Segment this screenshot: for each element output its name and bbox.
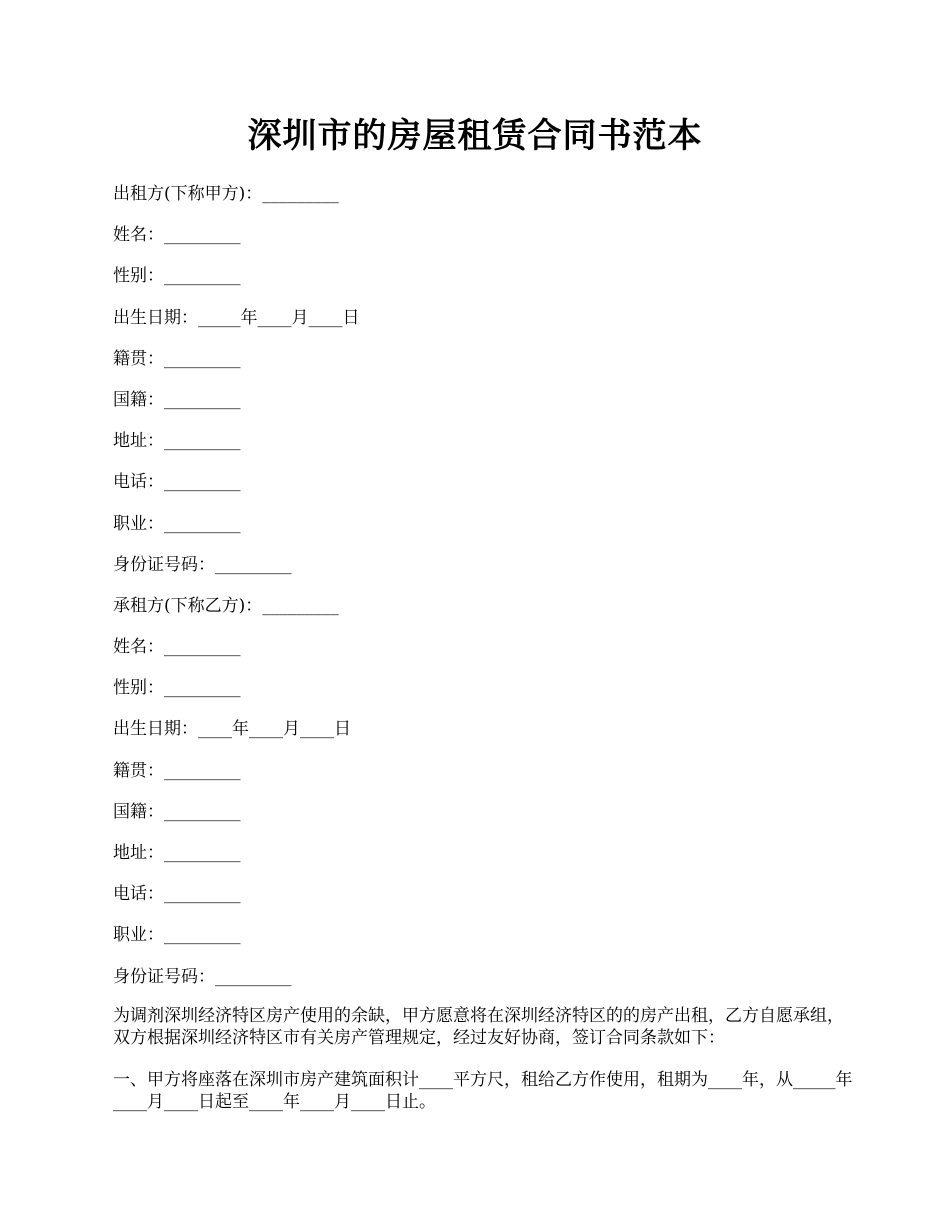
lessor-native-place-line: 籍贯：_________: [113, 348, 241, 369]
lessee-gender-line: 性别：_________: [113, 678, 241, 699]
lessor-name-line: 姓名：_________: [113, 225, 241, 246]
lessor-id-number-line: 身份证号码：_________: [113, 554, 292, 575]
party-info-fields: [113, 180, 853, 1004]
lessee-name-line: 姓名：_________: [113, 637, 241, 658]
lessor-address-line: 地址：_________: [113, 431, 241, 452]
lessor-nationality-line: 国籍：_________: [113, 389, 241, 410]
lessee-party-line: 承租方(下称乙方)：_________: [113, 595, 339, 616]
lessor-gender-line: 性别：_________: [113, 266, 241, 287]
contract-clause-1-paragraph: 一、甲方将座落在深圳市房产建筑面积计____平方尺，租给乙方作使用，租期为____年，从_____年____月____日起至____年____月____日止。: [113, 1070, 853, 1112]
lessor-party-line: 出租方(下称甲方)：_________: [113, 184, 339, 204]
lessor-phone-line: 电话：_________: [113, 472, 241, 493]
lessee-birthdate-line: 出生日期：____年____月____日: [113, 719, 351, 740]
lessee-phone-line: 电话：_________: [113, 884, 241, 905]
lessor-birthdate-line: 出生日期：_____年____月____日: [113, 307, 360, 328]
lessor-occupation-line: 职业：_________: [113, 513, 241, 534]
document-title: 深圳市的房屋租赁合同书范本: [247, 116, 703, 156]
lessee-id-number-line: 身份证号码：_________: [113, 966, 292, 987]
lessee-address-line: 地址：_________: [113, 843, 241, 863]
lessee-nationality-line: 国籍：_________: [113, 801, 241, 822]
lessee-native-place-line: 籍贯：_________: [113, 760, 241, 781]
lessee-occupation-line: 职业：_________: [113, 925, 241, 946]
contract-preamble-paragraph: 为调剂深圳经济特区房产使用的余缺，甲方愿意将在深圳经济特区的的房产出租，乙方自愿承组，双方根据深圳经济特区市有关房产管理规定，经过友好协商，签订合同条款如下：: [113, 1006, 844, 1048]
